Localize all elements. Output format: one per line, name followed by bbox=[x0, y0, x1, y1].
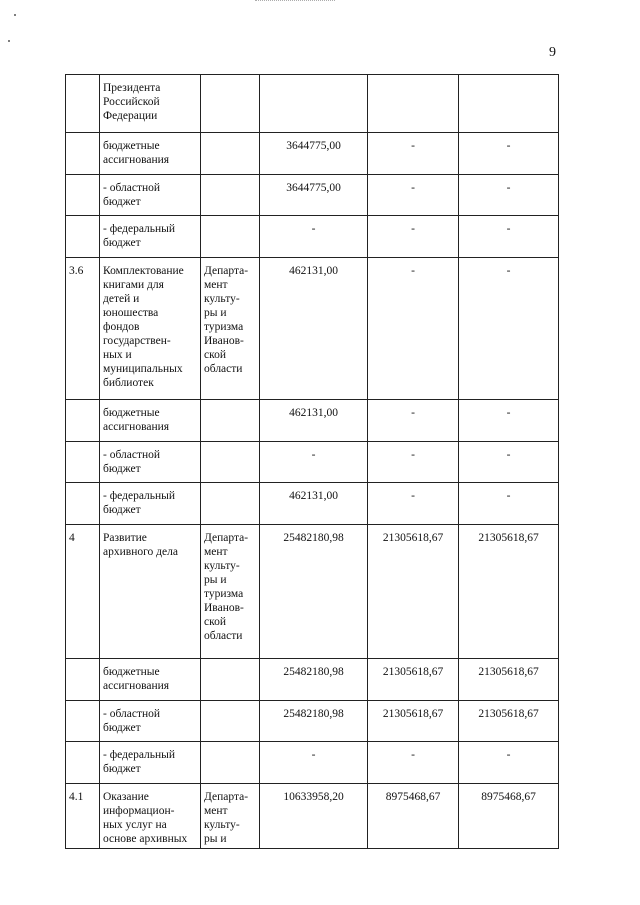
row-name: - федеральный бюджет bbox=[100, 216, 201, 258]
row-value-2: 21305618,67 bbox=[368, 701, 459, 742]
row-executor bbox=[201, 483, 260, 525]
row-index bbox=[66, 75, 100, 133]
row-value-3: - bbox=[459, 442, 559, 483]
row-value-2: 8975468,67 bbox=[368, 784, 459, 849]
row-value-1: 25482180,98 bbox=[260, 659, 368, 701]
row-value-3: 21305618,67 bbox=[459, 701, 559, 742]
row-value-1: 462131,00 bbox=[260, 483, 368, 525]
row-value-2 bbox=[368, 75, 459, 133]
budget-table-body bbox=[66, 75, 559, 849]
row-value-3: - bbox=[459, 175, 559, 216]
scan-speck bbox=[14, 14, 16, 16]
table-row bbox=[66, 483, 559, 525]
table-row bbox=[66, 175, 559, 216]
row-index bbox=[66, 742, 100, 784]
table-row bbox=[66, 442, 559, 483]
row-executor bbox=[201, 701, 260, 742]
row-executor bbox=[201, 216, 260, 258]
row-executor: Департа- мент культу- ры и bbox=[201, 784, 260, 849]
row-name: - областной бюджет bbox=[100, 175, 201, 216]
row-value-2: - bbox=[368, 442, 459, 483]
page-number: 9 bbox=[549, 45, 556, 60]
row-value-2: - bbox=[368, 258, 459, 400]
row-value-3: - bbox=[459, 400, 559, 442]
budget-table bbox=[65, 74, 559, 849]
row-index bbox=[66, 216, 100, 258]
table-row bbox=[66, 784, 559, 849]
table-row bbox=[66, 216, 559, 258]
row-value-3: - bbox=[459, 742, 559, 784]
row-index bbox=[66, 483, 100, 525]
row-value-3: 21305618,67 bbox=[459, 525, 559, 659]
row-value-1: 25482180,98 bbox=[260, 525, 368, 659]
row-value-3: 8975468,67 bbox=[459, 784, 559, 849]
row-name: Комплектование книгами для детей и юношества фондов государствен- ных и муниципальных библиотек bbox=[100, 258, 201, 400]
row-value-1: 462131,00 bbox=[260, 258, 368, 400]
row-value-3: - bbox=[459, 483, 559, 525]
table-row bbox=[66, 659, 559, 701]
row-value-3: - bbox=[459, 258, 559, 400]
row-executor bbox=[201, 659, 260, 701]
row-name: - федеральный бюджет bbox=[100, 742, 201, 784]
row-index bbox=[66, 133, 100, 175]
row-value-2: 21305618,67 bbox=[368, 659, 459, 701]
row-value-1: - bbox=[260, 742, 368, 784]
row-value-3: - bbox=[459, 216, 559, 258]
row-value-3: 21305618,67 bbox=[459, 659, 559, 701]
row-name: - федеральный бюджет bbox=[100, 483, 201, 525]
row-executor bbox=[201, 175, 260, 216]
table-row bbox=[66, 400, 559, 442]
row-name: бюджетные ассигнования bbox=[100, 400, 201, 442]
row-value-2: - bbox=[368, 216, 459, 258]
scan-artifact bbox=[255, 0, 335, 5]
row-value-1: - bbox=[260, 442, 368, 483]
row-value-1: 3644775,00 bbox=[260, 133, 368, 175]
row-index: 3.6 bbox=[66, 258, 100, 400]
row-value-1 bbox=[260, 75, 368, 133]
row-index bbox=[66, 659, 100, 701]
row-name: Развитие архивного дела bbox=[100, 525, 201, 659]
row-value-1: 3644775,00 bbox=[260, 175, 368, 216]
row-value-1: 462131,00 bbox=[260, 400, 368, 442]
row-name: Оказание информацион- ных услуг на основе архивных bbox=[100, 784, 201, 849]
row-executor bbox=[201, 75, 260, 133]
table-row bbox=[66, 742, 559, 784]
row-executor: Департа- мент культу- ры и туризма Иванов- ской области bbox=[201, 525, 260, 659]
row-executor bbox=[201, 133, 260, 175]
row-index: 4 bbox=[66, 525, 100, 659]
row-value-2: 21305618,67 bbox=[368, 525, 459, 659]
row-index bbox=[66, 400, 100, 442]
row-name: Президента Российской Федерации bbox=[100, 75, 201, 133]
row-name: - областной бюджет bbox=[100, 442, 201, 483]
table-row bbox=[66, 75, 559, 133]
row-index: 4.1 bbox=[66, 784, 100, 849]
row-executor bbox=[201, 400, 260, 442]
row-value-2: - bbox=[368, 175, 459, 216]
row-index bbox=[66, 701, 100, 742]
row-value-1: - bbox=[260, 216, 368, 258]
row-executor bbox=[201, 742, 260, 784]
row-value-2: - bbox=[368, 133, 459, 175]
scan-speck bbox=[8, 40, 10, 42]
row-value-1: 10633958,20 bbox=[260, 784, 368, 849]
row-name: бюджетные ассигнования bbox=[100, 659, 201, 701]
table-row bbox=[66, 133, 559, 175]
row-executor bbox=[201, 442, 260, 483]
table-row bbox=[66, 258, 559, 400]
row-name: - областной бюджет bbox=[100, 701, 201, 742]
row-value-2: - bbox=[368, 400, 459, 442]
row-name: бюджетные ассигнования bbox=[100, 133, 201, 175]
row-index bbox=[66, 175, 100, 216]
row-value-3 bbox=[459, 75, 559, 133]
row-executor: Департа- мент культу- ры и туризма Иванов- ской области bbox=[201, 258, 260, 400]
table-row bbox=[66, 701, 559, 742]
row-value-1: 25482180,98 bbox=[260, 701, 368, 742]
row-value-2: - bbox=[368, 742, 459, 784]
row-value-3: - bbox=[459, 133, 559, 175]
row-index bbox=[66, 442, 100, 483]
table-row bbox=[66, 525, 559, 659]
row-value-2: - bbox=[368, 483, 459, 525]
